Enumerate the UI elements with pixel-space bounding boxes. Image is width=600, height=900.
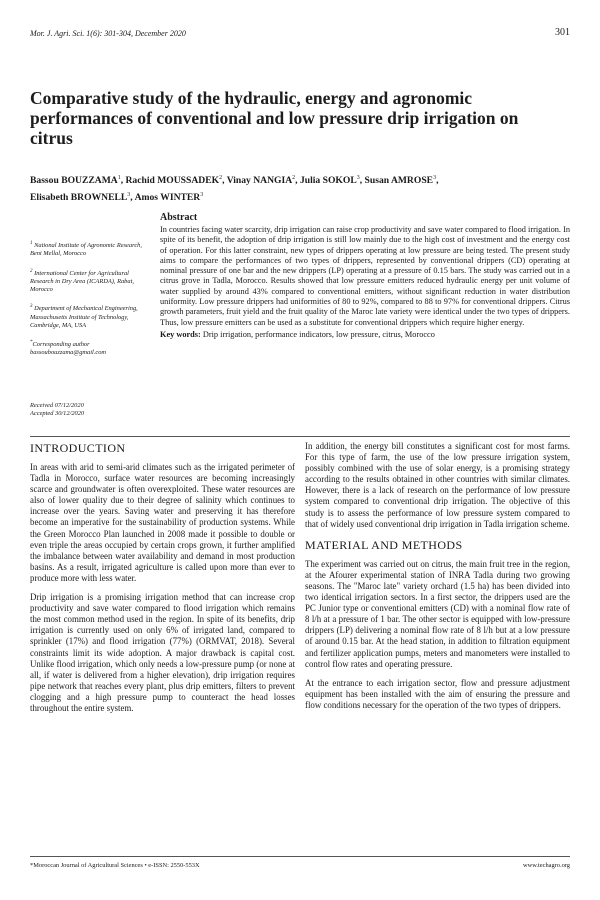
methods-heading: MATERIAL AND METHODS (305, 537, 463, 552)
affiliations-sidebar (30, 240, 148, 418)
accepted-date: Accepted 30/12/2020 (30, 409, 85, 417)
paragraph: In areas with arid to semi-arid climates such as the irrigated perimeter of Tadla in Morocco, surface water resources are becoming increasingly scarce and groundwater is often overexploited. These water resources are also of lower quality due to their degree of salinity which continues to increase over the years. Saving water and preserving it has therefore become an imperative for the sustainability of production systems. While the Green Morocco Plan launched in 2008 made it possible to double or even triple the areas occupied by certain crops grown, it further amplified the imbalance between water availability and demand in most production basins. As a result, irrigated agriculture is called upon more than ever to produce more with less water. (30, 462, 295, 583)
abstract-heading: Abstract (160, 212, 198, 223)
corresponding-author: *Corresponding author bassoubouzzama@gmail.com (30, 340, 107, 357)
footer-divider (30, 856, 570, 857)
author-list (30, 171, 560, 205)
author: Bassou BOUZZAMA$^1$, (30, 175, 126, 187)
affiliation: $^3$ Department of Mechanical Engineering, Massachusetts Institute of Technology, Cambridge, MA, USA (30, 304, 138, 329)
author: Elisabeth BROWNELL$^3$, (30, 192, 135, 204)
submission-dates (30, 402, 148, 418)
author: Amos WINTER$^3$ (134, 192, 204, 204)
affiliation: $^1$ National Institute of Agronomic Research, Beni Mellal, Morocco (30, 241, 142, 258)
affiliation: $^2$ International Center for Agricultural Research in Dry Area (ICARDA), Rabat, Morocco (30, 268, 134, 294)
paper-title: Comparative study of the hydraulic, energy and agronomic performances of conventional and low pressure drip irrigation on citrus (30, 88, 519, 148)
author: Susan AMROSE$^3$, (364, 175, 439, 187)
abstract-section (160, 212, 570, 340)
right-column (305, 441, 570, 719)
introduction-heading: INTRODUCTION (30, 441, 126, 455)
footer-website: www.techagro.org (522, 862, 570, 869)
received-date: Received 07/12/2020 (30, 401, 84, 409)
left-column (30, 441, 295, 722)
section-divider (30, 436, 570, 437)
author: Vinay NANGIA$^2$, (226, 175, 300, 187)
author: Julia SOKOL$^3$, (299, 175, 365, 187)
abstract-text: In countries facing water scarcity, drip irrigation can raise crop productivity and save water compared to flood irrigation. In spite of its benefit, the adoption of drip irrigation is still low mainly due to the high cost of investment and the energy cost of operation. For this latter constraint, new types of drippers operating at low pressure are being tested. The present study aims to compare the performances of two types of drippers, represented by conventional drippers (CD) operating at nominal pressure of one bar and the new drippers (LP) operating at a pressure of 0.15 bars. The study was carried out in a citrus grove in Tadla, Morocco. Results showed that low pressure emitters reduced hydraulic energy per unit volume of water supplied by around 43% compared to conventional emitters, without significant reduction in water distribution uniformity. Low pressure drippers had uniformities of 80 to 92%, compared to 88 to 97% for conventional drippers. Citrus growth parameters, fruit yield and the fruit quality of the Maroc late variety were identical under the two types of drippers. Thus, low pressure emitters can be used as a substitute for conventional drippers which require higher energy. (160, 225, 570, 327)
paragraph: The experiment was carried out on citrus, the main fruit tree in the region, at the Afourer experimental station of INRA Tadla during two growing seasons. The "Maroc late" variety orchard (1.5 ha) has been divided into two identical irrigation sectors. In a first sector, the drippers used are the PC Junior type or conventional emitters (CD) with a nominal flow rate of 8 l/h at a pressure of 1 bar. The other sector is equipped with low-pressure drippers (LP) delivering a nominal flow rate of 8 l/h but at a low pressure of around 0.15 bar. At the head station, in addition to filtration equipment and fertilizer application pumps, meters and manometers were installed to control flow rates and operating pressure. (305, 558, 570, 669)
keywords: Key words: Drip irrigation, performance indicators, low pressure, citrus, Morocco (160, 329, 435, 339)
footer-journal: *Moroccan Journal of Agricultural Sciences • e-ISSN: 2550-553X (30, 862, 200, 869)
paragraph: Drip irrigation is a promising irrigation method that can increase crop productivity and save water compared to flood irrigation which remains the most common method used in the region. In spite of its benefits, drip irrigation is currently used on only 6% of irrigated land, compared to sprinkler (17%) and flood irrigation (77%) (ORMVAT, 2018). Several constraints limit its wide adoption. A major drawback is capital cost. Unlike flood irrigation, which only needs a low-pressure pump (or none at all, if water is delivered from a higher elevation), drip irrigation requires pipe network that reaches every plant, plus drip emitters, filters to prevent clogging and a high pressure pump to counteract the head losses throughout the entire system. (30, 592, 295, 713)
paragraph: In addition, the energy bill constitutes a significant cost for most farms. For this type of farm, the use of the low pressure irrigation system, possibly combined with the use of solar energy, is a promising strategy according to the results obtained in other countries with similar climates. However, there is a lack of research on the performance of low pressure system compared to conventional drip irrigation. The objective of this study is to assess the performance of low pressure system compared to that of widely used conventional drip irrigation in Tadla irrigation scheme. (305, 441, 570, 529)
page-number: 301 (555, 27, 570, 38)
paragraph: At the entrance to each irrigation sector, flow and pressure adjustment equipment has been installed with the aim of ensuring the pressure and flow conditions necessary for the operation of the two types of drippers. (305, 677, 570, 710)
author: Rachid MOUSSADEK$^2$, (125, 175, 227, 187)
journal-citation: Mor. J. Agri. Sci. 1(6): 301-304, December 2020 (30, 29, 186, 38)
